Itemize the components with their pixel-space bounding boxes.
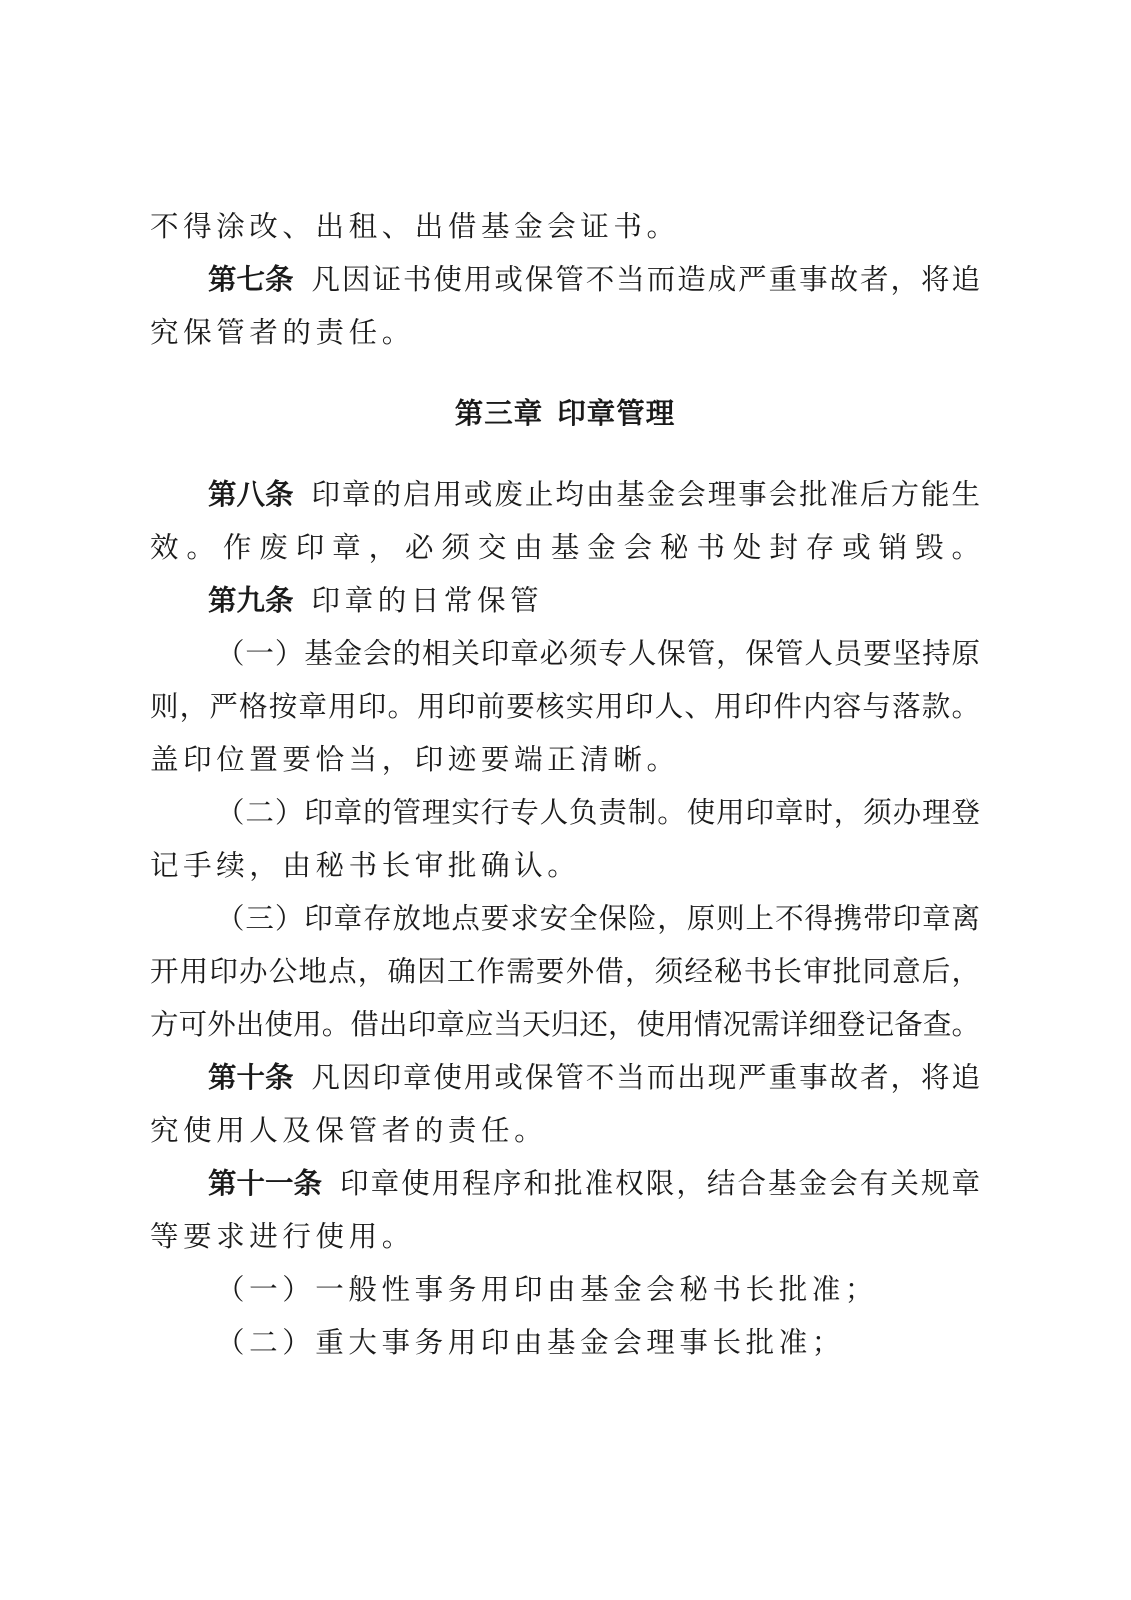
chapter-title: 印章管理 xyxy=(557,397,676,430)
article-8-line-1 xyxy=(150,468,980,521)
article-11-line-1 xyxy=(150,1157,980,1210)
article-11-item-2: （二）重大事务用印由基金会理事长批准； xyxy=(216,1326,845,1359)
article-9-item-2-line-2: 记手续，由秘书长审批确认。 xyxy=(150,849,581,882)
article-9-item-1-line-1: （一）基金会的相关印章必须专人保管，保管人员要坚持原 xyxy=(216,637,980,670)
article-7-line-1 xyxy=(150,253,980,306)
article-10-line-1 xyxy=(150,1051,980,1104)
article-9-text: 印章的日常保管 xyxy=(311,584,544,617)
paragraph-line: 不得涂改、出租、出借基金会证书。 xyxy=(150,210,680,243)
article-9-line-1 xyxy=(150,574,980,627)
article-7-text: 凡因证书使用或保管不当而造成严重事故者，将追 xyxy=(311,263,980,296)
article-8-line-2: 效。作废印章，必须交由基金会秘书处封存或销毁。 xyxy=(150,531,980,564)
article-11-line-2: 等要求进行使用。 xyxy=(150,1220,415,1253)
article-9-item-3-line-1: （三）印章存放地点要求安全保险，原则上不得携带印章离 xyxy=(216,902,980,935)
article-7-heading: 第七条 xyxy=(208,263,294,296)
article-9-item-1-line-2: 则，严格按章用印。用印前要核实用印人、用印件内容与落款。 xyxy=(150,690,980,723)
document-page xyxy=(150,200,980,1369)
article-9-heading: 第九条 xyxy=(208,584,294,617)
article-11-item-1: （一）一般性事务用印由基金会秘书长批准； xyxy=(216,1273,879,1306)
article-11-heading: 第十一条 xyxy=(208,1167,323,1200)
article-8-text: 印章的启用或废止均由基金会理事会批准后方能生 xyxy=(311,478,980,511)
article-9-item-2-line-1: （二）印章的管理实行专人负责制。使用印章时，须办理登 xyxy=(216,796,980,829)
article-10-text: 凡因印章使用或保管不当而出现严重事故者，将追 xyxy=(311,1061,980,1094)
chapter-number: 第三章 xyxy=(454,397,544,430)
chapter-heading xyxy=(150,387,980,440)
article-10-line-2: 究使用人及保管者的责任。 xyxy=(150,1114,548,1147)
article-9-item-1-line-3: 盖印位置要恰当，印迹要端正清晰。 xyxy=(150,743,680,776)
article-11-text: 印章使用程序和批准权限，结合基金会有关规章 xyxy=(340,1167,980,1200)
article-8-heading: 第八条 xyxy=(208,478,294,511)
article-9-item-3-line-3: 方可外出使用。借出印章应当天归还，使用情况需详细登记备查。 xyxy=(150,1008,980,1041)
article-9-item-3-line-2: 开用印办公地点，确因工作需要外借，须经秘书长审批同意后， xyxy=(150,955,980,988)
article-7-line-2: 究保管者的责任。 xyxy=(150,316,415,349)
article-10-heading: 第十条 xyxy=(208,1061,294,1094)
